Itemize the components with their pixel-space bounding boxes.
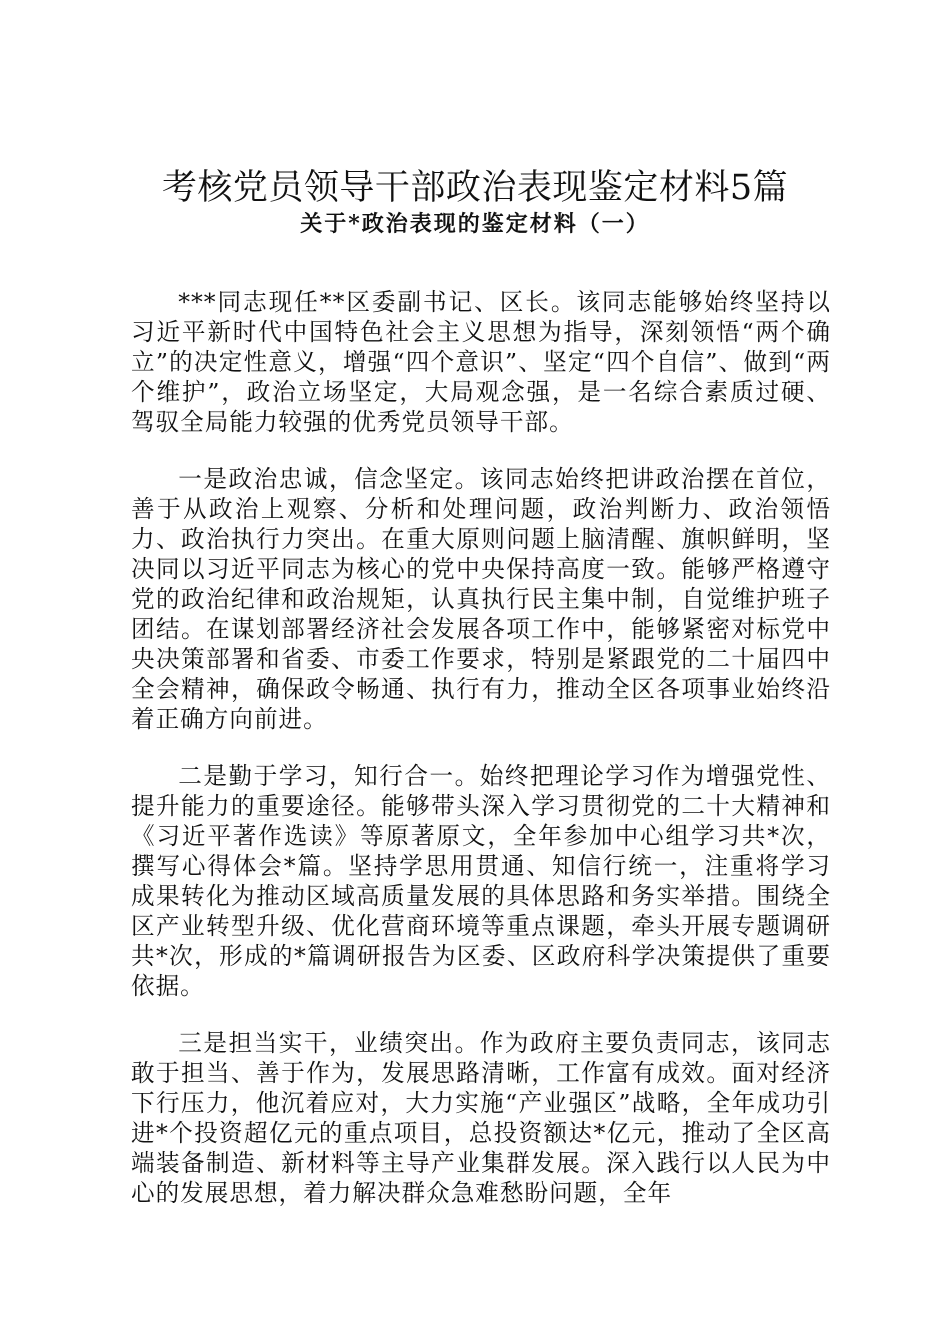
paragraph-political-loyalty: 一是政治忠诚，信念坚定。该同志始终把讲政治摆在首位，善于从政治上观察、分析和处理问题，政治判断力、政治领悟力、政治执行力突出。在重大原则问题上脑清醒、旗帜鲜明，坚决同以习近平同志为核心的党中央保持高度一致。能够严格遵守党的政治纪律和政治规矩，认真执行民主集中制，自觉维护班子团结。在谋划部署经济社会发展各项工作中，能够紧密对标党中央决策部署和省委、市委工作要求，特别是紧跟党的二十届四中全会精神，确保政令畅通、执行有力，推动全区各项事业始终沿着正确方向前进。 [131, 465, 831, 733]
paragraph-intro: ***同志现任**区委副书记、区长。该同志能够始终坚持以习近平新时代中国特色社会主义思想为指导，深刻领悟“两个确立”的决定性意义，增强“四个意识”、坚定“四个自信”、做到“两个维护”，政治立场坚定，大局观念强，是一名综合素质过硬、驾驭全局能力较强的优秀党员领导干部。 [131, 288, 831, 436]
section-heading: 关于*政治表现的鉴定材料（一） [300, 211, 650, 237]
document-title: 考核党员领导干部政治表现鉴定材料5篇 [161, 168, 789, 208]
paragraph-study: 二是勤于学习，知行合一。始终把理论学习作为增强党性、提升能力的重要途径。能够带头深入学习贯彻党的二十大精神和《习近平著作选读》等原著原文，全年参加中心组学习共*次，撰写心得体会*篇。坚持学思用贯通、知信行统一，注重将学习成果转化为推动区域高质量发展的具体思路和务实举措。围绕全区产业转型升级、优化营商环境等重点课题，牵头开展专题调研共*次，形成的*篇调研报告为区委、区政府科学决策提供了重要依据。 [131, 762, 831, 1000]
document-body [131, 287, 831, 1235]
paragraph-performance: 三是担当实干，业绩突出。作为政府主要负责同志，该同志敢于担当、善于作为，发展思路清晰，工作富有成效。面对经济下行压力，他沉着应对，大力实施“产业强区”战略，全年成功引进*个投资超亿元的重点项目，总投资额达*亿元，推动了全区高端装备制造、新材料等主导产业集群发展。深入践行以人民为中心的发展思想，着力解决群众急难愁盼问题，全年 [131, 1029, 831, 1207]
